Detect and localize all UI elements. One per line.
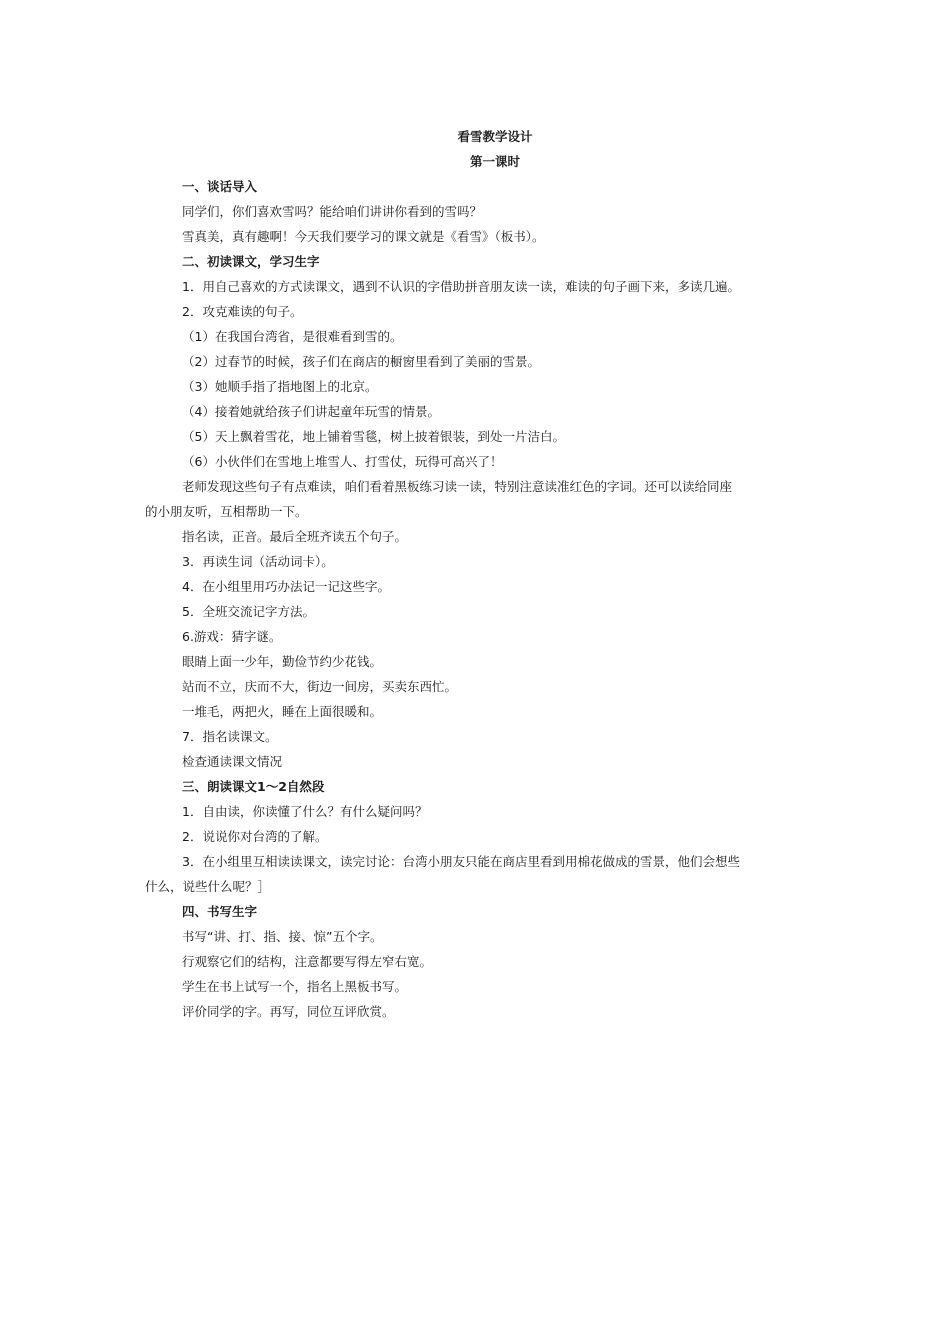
- lesson-subtitle: 第一课时: [469, 154, 520, 169]
- paragraph-line: 3．在小组里互相读读课文，读完讨论：台湾小朋友只能在商店里看到用棉花做成的雪景，他们会想些: [182, 854, 740, 869]
- paragraph-line: 检查通读课文情况: [182, 754, 283, 769]
- paragraph-line: 学生在书上试写一个，指名上黑板书写。: [182, 979, 408, 994]
- paragraph-line: （1）在我国台湾省，是很难看到雪的。: [182, 329, 403, 344]
- paragraph-line: （3）她顺手指了指地图上的北京。: [182, 379, 378, 394]
- paragraph-line: 7．指名读课文。: [182, 729, 278, 744]
- paragraph-line: （4）接着她就给孩子们讲起童年玩雪的情景。: [182, 404, 440, 419]
- paragraph-line: 雪真美，真有趣啊！今天我们要学习的课文就是《看雪》（板书）。: [182, 229, 545, 244]
- paragraph-line: 的小朋友听，互相帮助一下。: [145, 504, 308, 519]
- paragraph-line: 一堆毛，两把火，睡在上面很暖和。: [182, 704, 383, 719]
- paragraph-line: 1．用自己喜欢的方式读课文，遇到不认识的字借助拼音朋友读一读，难读的句子画下来，多读几遍。: [182, 279, 740, 294]
- paragraph-line: （6）小伙伴们在雪地上堆雪人、打雪仗，玩得可高兴了！: [182, 454, 503, 469]
- section-heading: 四、书写生字: [182, 904, 258, 919]
- paragraph-line: 2．攻克难读的句子。: [182, 304, 303, 319]
- paragraph-line: 1．自由读，你读懂了什么？有什么疑问吗？: [182, 804, 428, 819]
- paragraph-line: 6.游戏：猜字谜。: [182, 629, 282, 644]
- document-title: 看雪教学设计: [457, 129, 533, 144]
- paragraph-line: 同学们，你们喜欢雪吗？能给咱们讲讲你看到的雪吗？: [182, 204, 483, 219]
- paragraph-line: （5）天上飘着雪花，地上铺着雪毯，树上披着银装，到处一片洁白。: [182, 429, 565, 444]
- paragraph-line: 4．在小组里用巧办法记一记这些字。: [182, 579, 390, 594]
- paragraph-line: 行观察它们的结构，注意都要写得左窄右宽。: [182, 954, 433, 969]
- paragraph-line: 5．全班交流记字方法。: [182, 604, 315, 619]
- paragraph-line: 2．说说你对台湾的了解。: [182, 829, 328, 844]
- section-heading: 二、初读课文，学习生字: [182, 254, 320, 269]
- paragraph-line: 评价同学的字。再写，同位互评欣赏。: [182, 1004, 395, 1019]
- paragraph-line: （2）过春节的时候，孩子们在商店的橱窗里看到了美丽的雪景。: [182, 354, 540, 369]
- paragraph-line: 站而不立，庆而不大，街边一间房，买卖东西忙。: [182, 679, 458, 694]
- paragraph-line: 指名读，正音。最后全班齐读五个句子。: [182, 529, 408, 544]
- section-heading: 一、谈话导入: [182, 179, 258, 194]
- section-heading: 三、朗读课文1～2自然段: [182, 779, 325, 794]
- paragraph-line: 老师发现这些句子有点难读，咱们看着黑板练习读一读，特别注意读准红色的字词。还可以读给同座: [182, 479, 733, 494]
- paragraph-line: 眼睛上面一少年，勤俭节约少花钱。: [182, 654, 383, 669]
- paragraph-line: 3．再读生词（活动词卡）。: [182, 554, 334, 569]
- paragraph-line: 什么，说些什么呢？］: [145, 879, 271, 894]
- paragraph-line: 书写“讲、打、指、接、惊”五个字。: [182, 929, 383, 944]
